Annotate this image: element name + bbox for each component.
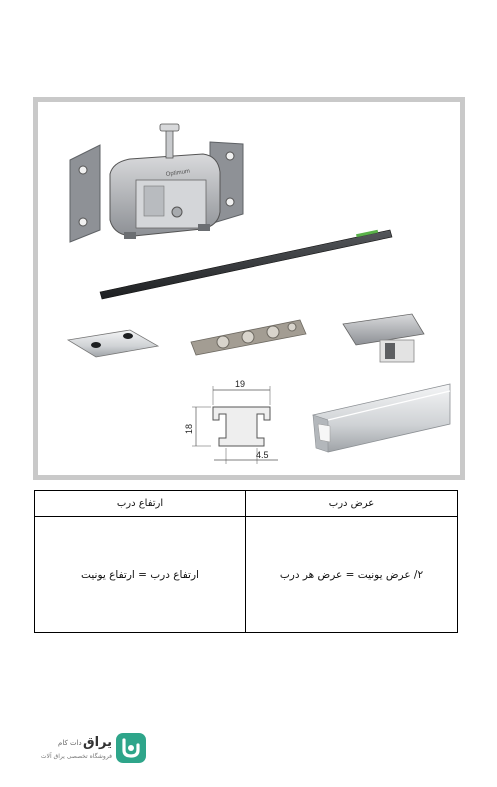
logo-name: یراق bbox=[82, 735, 112, 750]
cell-door-width-formula: ۲/ عرض یونیت = عرض هر درب bbox=[279, 568, 424, 581]
product-illustration bbox=[38, 102, 460, 475]
header-door-width: عرض درب bbox=[246, 491, 457, 517]
logo-tagline: فروشگاه تخصصی یراق آلات bbox=[40, 753, 112, 760]
spec-table bbox=[34, 490, 458, 633]
product-photo-frame bbox=[33, 97, 465, 480]
mounting-plate bbox=[68, 330, 158, 357]
brand-logo[interactable] bbox=[40, 732, 146, 766]
header-door-height: ارتفاع درب bbox=[35, 491, 246, 517]
logo-domain: دات کام bbox=[58, 739, 82, 747]
dimension-gap: 4.5 bbox=[256, 450, 269, 460]
roller-hanger bbox=[70, 124, 243, 242]
aluminium-rail bbox=[313, 384, 450, 452]
dimension-height: 18 bbox=[184, 423, 194, 434]
product-photo bbox=[38, 102, 460, 475]
cell-door-height-formula: ارتفاع درب = ارتفاع یونیت bbox=[35, 517, 246, 632]
logo-mark-icon bbox=[116, 733, 146, 763]
dimension-width: 19 bbox=[235, 379, 246, 389]
rail-end-cap bbox=[343, 314, 424, 362]
roller-brand-text: Optimum bbox=[165, 168, 191, 178]
perforated-bracket bbox=[191, 320, 306, 355]
guide-rod bbox=[100, 230, 392, 299]
